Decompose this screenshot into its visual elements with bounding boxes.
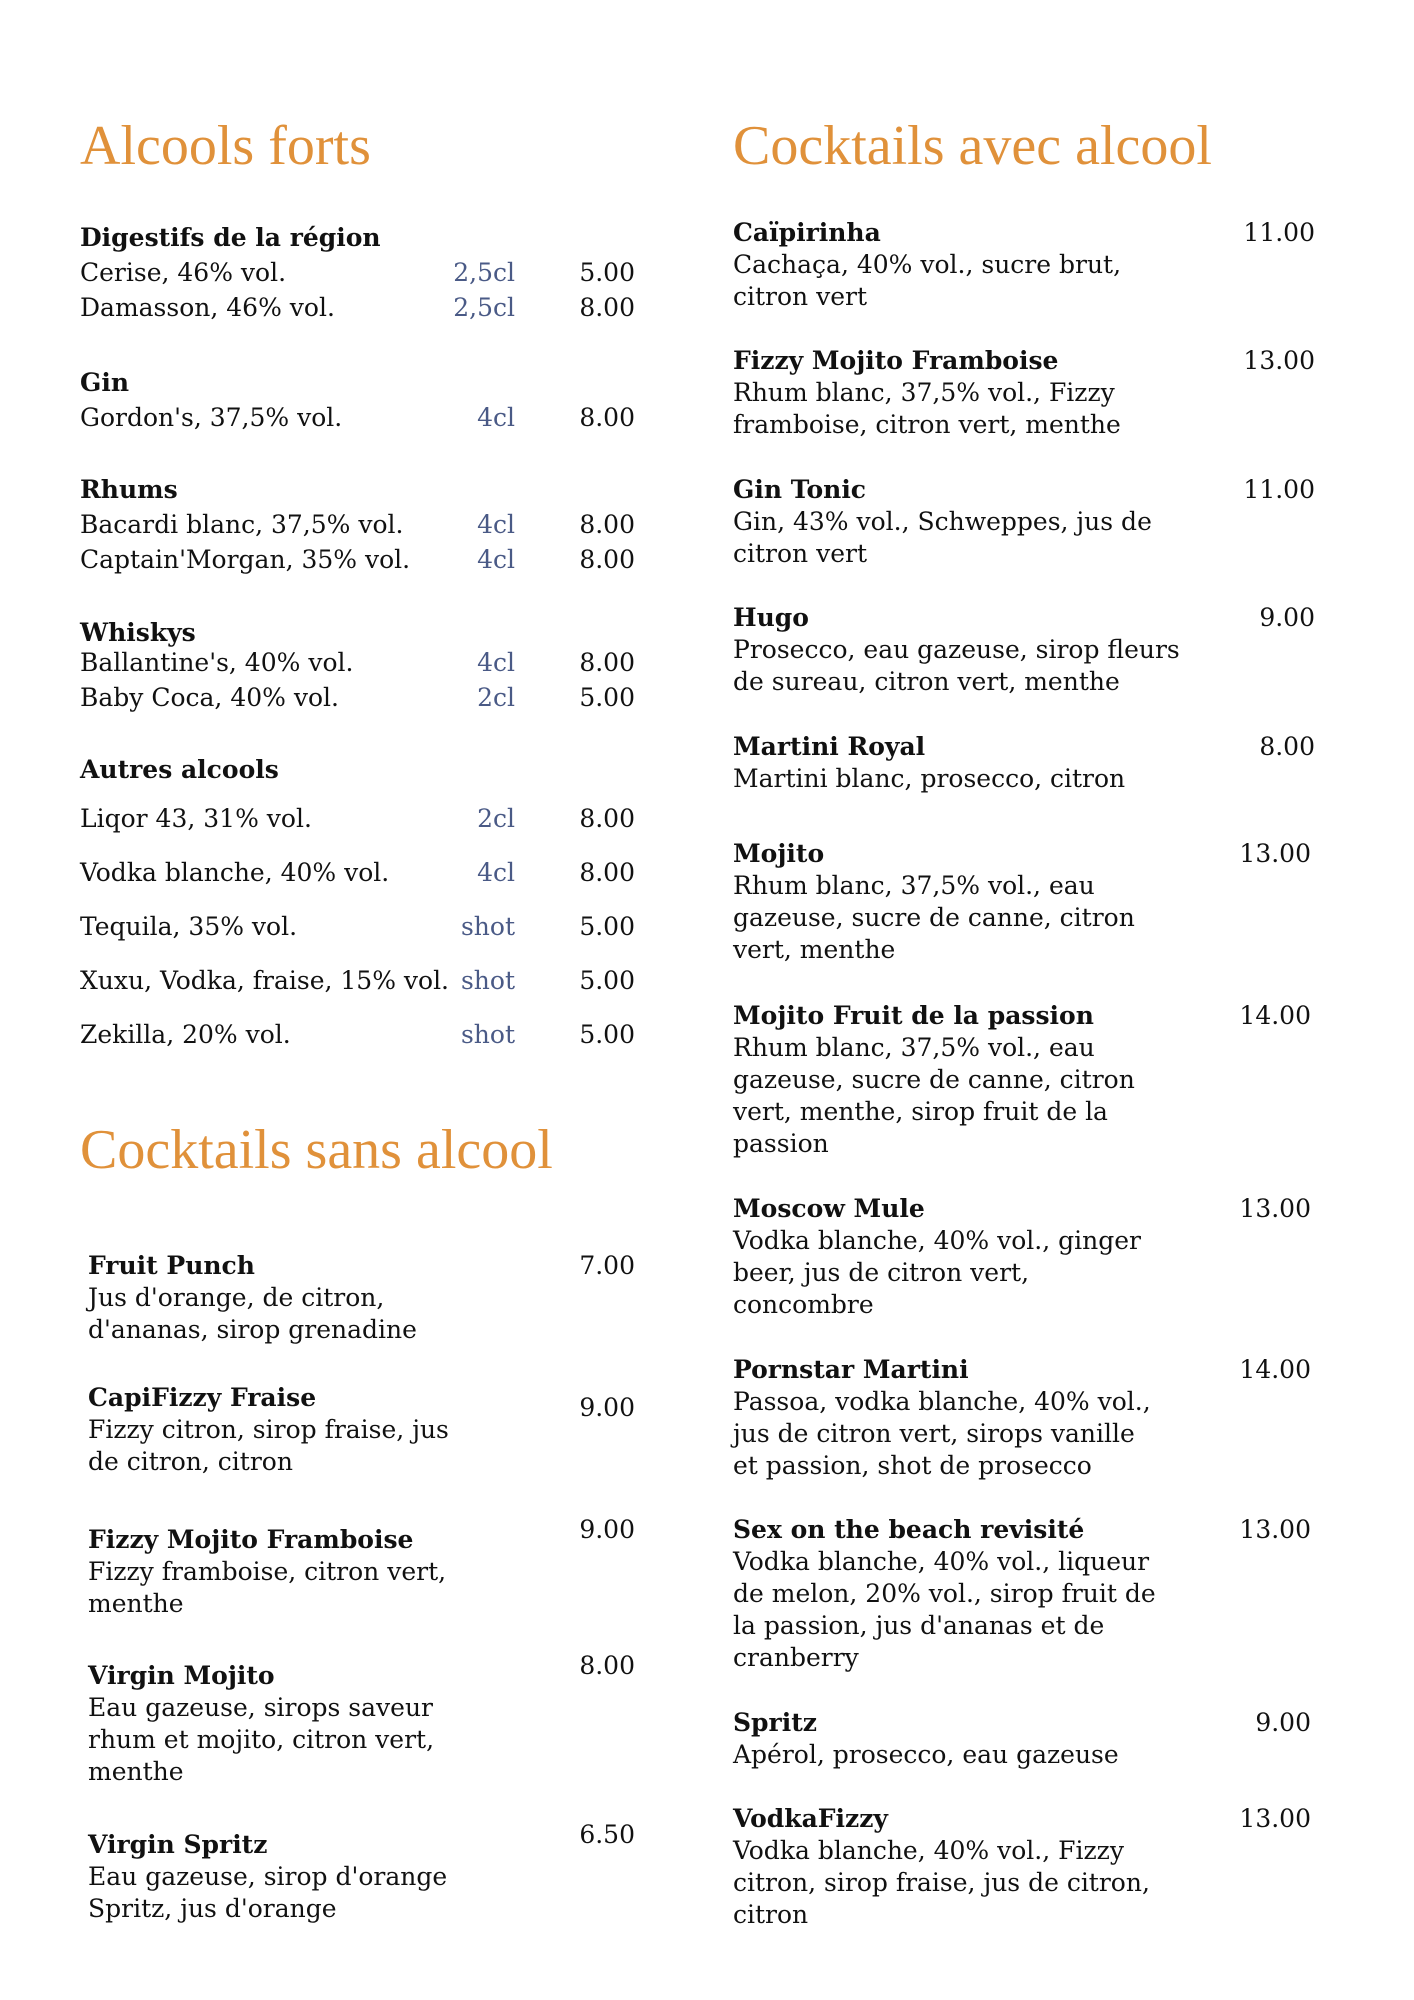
item-price: 8.00 — [579, 545, 635, 574]
cocktail-description: Eau gazeuse, sirops saveur — [88, 1693, 434, 1722]
cocktail-description: passion — [733, 1129, 829, 1158]
menu-item — [80, 685, 635, 715]
cocktail-description: Gin, 43% vol., Schweppes, jus de — [733, 507, 1152, 536]
cocktail-description: Vodka blanche, 40% vol., ginger — [733, 1226, 1141, 1255]
cocktail-description: concombre — [733, 1290, 874, 1319]
cocktail-price: 13.00 — [1243, 346, 1315, 375]
cocktail-description: Rhum blanc, 37,5% vol., eau — [733, 871, 1095, 900]
cocktail-item — [80, 1250, 635, 1346]
cocktail-description: vert, menthe — [733, 935, 896, 964]
cocktail-description: citron — [733, 1900, 809, 1929]
item-volume: shot — [460, 1020, 515, 1049]
cocktail-item — [733, 1803, 1315, 1931]
item-volume: 4cl — [477, 858, 515, 887]
menu-item — [80, 914, 635, 944]
cocktail-description: citron, sirop fraise, jus de citron, — [733, 1868, 1150, 1897]
cocktail-price: 11.00 — [1243, 218, 1315, 247]
menu-item — [80, 405, 635, 435]
cocktail-name: Hugo — [733, 603, 809, 632]
cocktail-price: 8.00 — [579, 1651, 635, 1680]
cocktail-price: 7.00 — [579, 1251, 635, 1280]
cocktail-name: Pornstar Martini — [733, 1355, 969, 1384]
cocktail-item — [80, 1515, 635, 1620]
menu-item — [80, 968, 635, 998]
item-price: 5.00 — [579, 912, 635, 941]
cocktail-item — [733, 1000, 1315, 1160]
cocktail-description: Rhum blanc, 37,5% vol., eau — [733, 1033, 1095, 1062]
cocktail-item — [733, 602, 1315, 698]
cocktail-name: Mojito — [733, 839, 825, 868]
cocktail-description: citron vert — [733, 539, 868, 568]
item-volume: 4cl — [477, 403, 515, 432]
menu-item — [80, 650, 635, 680]
item-price: 8.00 — [579, 510, 635, 539]
category-heading: Digestifs de la région — [80, 223, 381, 252]
item-volume: 4cl — [477, 545, 515, 574]
cocktail-item — [733, 1707, 1315, 1771]
item-volume: 2cl — [477, 683, 515, 712]
item-name: Damasson, 46% vol. — [80, 293, 335, 322]
item-volume: 2,5cl — [453, 293, 515, 322]
cocktail-price: 13.00 — [1239, 839, 1311, 868]
cocktail-description: Passoa, vodka blanche, 40% vol., — [733, 1387, 1151, 1416]
item-volume: 4cl — [477, 648, 515, 677]
cocktail-description: Fizzy citron, sirop fraise, jus — [88, 1415, 449, 1444]
cocktail-name: Martini Royal — [733, 732, 926, 761]
cocktail-price: 9.00 — [579, 1515, 635, 1544]
item-volume: shot — [460, 966, 515, 995]
menu-item — [80, 295, 635, 325]
item-name: Ballantine's, 40% vol. — [80, 648, 354, 677]
cocktail-item — [733, 1193, 1315, 1321]
cocktail-item — [733, 345, 1315, 441]
cocktails-avec-alcool-title: Cocktails avec alcool — [733, 115, 1212, 177]
cocktail-item — [733, 838, 1315, 966]
cocktail-description: gazeuse, sucre de canne, citron — [733, 1065, 1135, 1094]
item-name: Liqor 43, 31% vol. — [80, 804, 312, 833]
item-price: 8.00 — [579, 403, 635, 432]
menu-item — [80, 806, 635, 836]
item-price: 5.00 — [579, 683, 635, 712]
cocktail-item — [733, 1354, 1315, 1482]
cocktail-description: d'ananas, sirop grenadine — [88, 1315, 417, 1344]
cocktail-description: de citron, citron — [88, 1447, 293, 1476]
cocktail-name: Sex on the beach revisité — [733, 1515, 1085, 1544]
category-heading: Autres alcools — [80, 755, 279, 784]
item-price: 5.00 — [579, 966, 635, 995]
cocktail-description: Jus d'orange, de citron, — [88, 1283, 385, 1312]
item-name: Tequila, 35% vol. — [80, 912, 298, 941]
cocktail-description: Prosecco, eau gazeuse, sirop fleurs — [733, 635, 1180, 664]
item-price: 8.00 — [579, 648, 635, 677]
cocktail-price: 9.00 — [1255, 1708, 1311, 1737]
item-name: Xuxu, Vodka, fraise, 15% vol. — [80, 966, 450, 995]
cocktail-price: 6.50 — [579, 1820, 635, 1849]
menu-item — [80, 512, 635, 542]
cocktails-avec-alcool-section — [733, 0, 1315, 1990]
cocktail-description: de sureau, citron vert, menthe — [733, 667, 1120, 696]
cocktail-name: Virgin Spritz — [88, 1830, 268, 1859]
cocktail-name: CapiFizzy Fraise — [88, 1383, 317, 1412]
cocktail-item — [80, 1651, 635, 1788]
item-volume: 2cl — [477, 804, 515, 833]
cocktail-price: 14.00 — [1239, 1355, 1311, 1384]
cocktail-description: vert, menthe, sirop fruit de la — [733, 1097, 1108, 1126]
cocktail-item — [80, 1382, 635, 1478]
cocktail-price: 13.00 — [1239, 1515, 1311, 1544]
cocktail-description: Vodka blanche, 40% vol., liqueur — [733, 1547, 1150, 1576]
cocktail-description: cranberry — [733, 1643, 859, 1672]
cocktail-price: 8.00 — [1259, 732, 1315, 761]
cocktail-item — [733, 731, 1315, 795]
item-volume: shot — [460, 912, 515, 941]
cocktail-description: la passion, jus d'ananas et de — [733, 1611, 1105, 1640]
item-price: 8.00 — [579, 858, 635, 887]
cocktail-name: Caïpirinha — [733, 218, 881, 247]
cocktail-description: et passion, shot de prosecco — [733, 1451, 1092, 1480]
cocktails-sans-alcool-title: Cocktails sans alcool — [80, 1119, 553, 1181]
cocktail-description: menthe — [88, 1589, 184, 1618]
item-price: 8.00 — [579, 804, 635, 833]
cocktail-description: jus de citron vert, sirops vanille — [733, 1419, 1135, 1448]
cocktail-item — [80, 1820, 635, 1925]
cocktail-description: Martini blanc, prosecco, citron — [733, 764, 1126, 793]
cocktail-name: Moscow Mule — [733, 1194, 925, 1223]
item-volume: 2,5cl — [453, 258, 515, 287]
cocktail-name: Virgin Mojito — [88, 1661, 275, 1690]
cocktail-price: 13.00 — [1239, 1194, 1311, 1223]
item-name: Bacardi blanc, 37,5% vol. — [80, 510, 404, 539]
cocktail-description: Fizzy framboise, citron vert, — [88, 1557, 447, 1586]
cocktail-description: Rhum blanc, 37,5% vol., Fizzy — [733, 378, 1115, 407]
menu-item — [80, 1022, 635, 1052]
category-heading: Whiskys — [80, 618, 196, 647]
cocktail-price: 9.00 — [579, 1393, 635, 1422]
item-volume: 4cl — [477, 510, 515, 539]
alcools-forts-title: Alcools forts — [80, 115, 371, 177]
cocktail-description: menthe — [88, 1757, 184, 1786]
cocktail-name: Fizzy Mojito Framboise — [733, 346, 1059, 375]
item-name: Vodka blanche, 40% vol. — [80, 858, 390, 887]
cocktail-price: 9.00 — [1259, 603, 1315, 632]
category-heading: Rhums — [80, 475, 178, 504]
cocktail-description: gazeuse, sucre de canne, citron — [733, 903, 1135, 932]
item-price: 5.00 — [579, 258, 635, 287]
cocktail-name: Fruit Punch — [88, 1251, 255, 1280]
cocktail-description: citron vert — [733, 282, 868, 311]
cocktail-description: Eau gazeuse, sirop d'orange — [88, 1862, 448, 1891]
cocktail-description: Vodka blanche, 40% vol., Fizzy — [733, 1836, 1124, 1865]
cocktail-item — [733, 217, 1315, 313]
cocktail-description: Cachaça, 40% vol., sucre brut, — [733, 250, 1122, 279]
item-name: Gordon's, 37,5% vol. — [80, 403, 343, 432]
cocktail-item — [733, 474, 1315, 570]
cocktail-price: 11.00 — [1243, 475, 1315, 504]
cocktail-name: Spritz — [733, 1708, 817, 1737]
cocktail-description: framboise, citron vert, menthe — [733, 410, 1121, 439]
cocktail-description: de melon, 20% vol., sirop fruit de — [733, 1579, 1156, 1608]
menu-item — [80, 547, 635, 577]
cocktail-name: Gin Tonic — [733, 475, 867, 504]
item-price: 5.00 — [579, 1020, 635, 1049]
item-name: Baby Coca, 40% vol. — [80, 683, 339, 712]
item-price: 8.00 — [579, 293, 635, 322]
item-name: Captain'Morgan, 35% vol. — [80, 545, 411, 574]
menu-item — [80, 260, 635, 290]
cocktail-price: 14.00 — [1239, 1001, 1311, 1030]
cocktail-name: Mojito Fruit de la passion — [733, 1001, 1094, 1030]
category-heading: Gin — [80, 368, 130, 397]
cocktail-item — [733, 1514, 1315, 1674]
cocktail-description: rhum et mojito, citron vert, — [88, 1725, 435, 1754]
menu-item — [80, 860, 635, 890]
cocktail-description: Spritz, jus d'orange — [88, 1894, 337, 1923]
cocktail-description: beer, jus de citron vert, — [733, 1258, 1030, 1287]
cocktail-price: 13.00 — [1239, 1804, 1311, 1833]
cocktail-name: VodkaFizzy — [733, 1804, 888, 1833]
alcools-forts-section — [80, 0, 635, 1100]
cocktails-sans-alcool-section — [80, 1100, 635, 1980]
cocktail-name: Fizzy Mojito Framboise — [88, 1525, 414, 1554]
cocktail-description: Apérol, prosecco, eau gazeuse — [733, 1740, 1119, 1769]
item-name: Cerise, 46% vol. — [80, 258, 287, 287]
item-name: Zekilla, 20% vol. — [80, 1020, 291, 1049]
